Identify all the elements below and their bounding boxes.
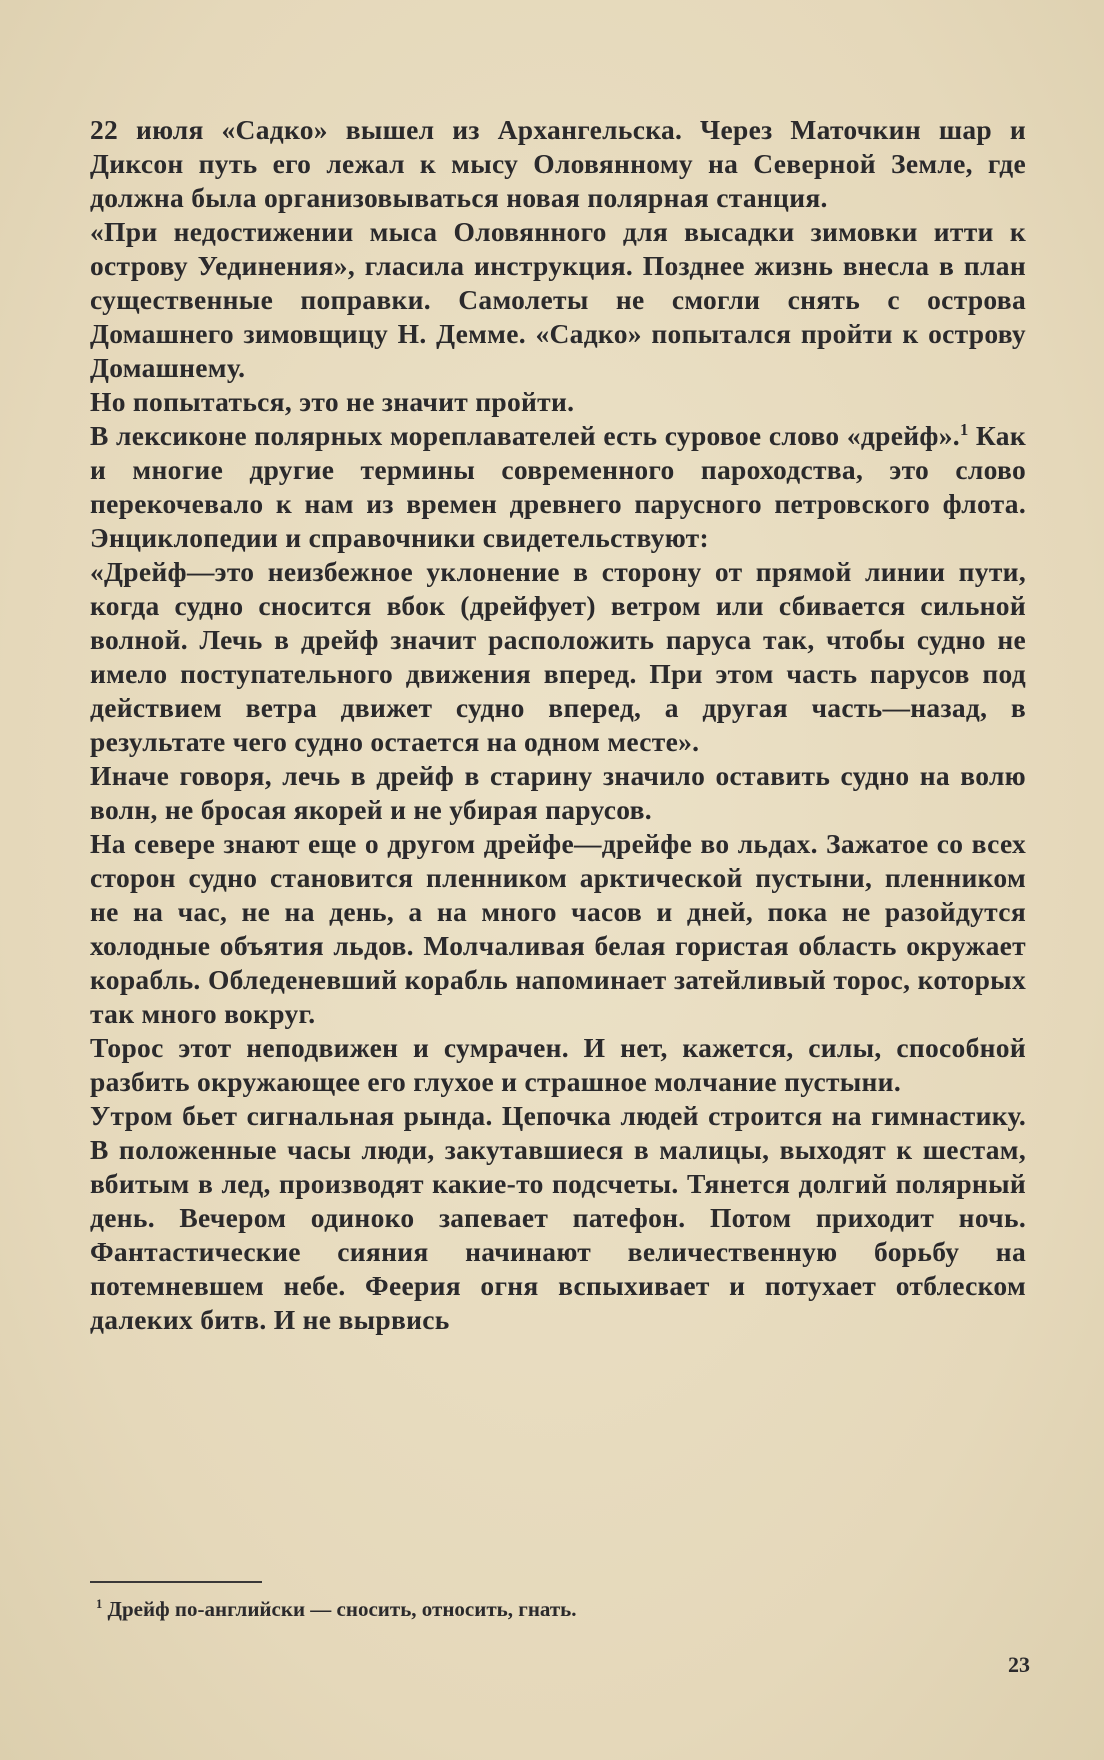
paragraph-7 (90, 827, 1026, 1031)
paragraph-9 (90, 1099, 1026, 1337)
paragraph-6-text: Иначе говоря, лечь в дрейф в старину значило оставить судно на волю волн, не бросая якорей и не убирая парусов. (90, 760, 1026, 825)
footnote-mark: 1 (96, 1597, 103, 1611)
paragraph-2-text: «При недостижении мыса Оловянного для высадки зимовки итти к острову Уединения», гласила инструкция. Позднее жизнь внесла в план существенные поправки. Самолеты не смогли снять с острова Домашнего зимовщицу Н. Демме. «Садко» попытался пройти к острову Домашнему. (90, 216, 1026, 383)
paragraph-8 (90, 1031, 1026, 1099)
paragraph-1-text: 22 июля «Садко» вышел из Архангельска. Через Маточкин шар и Диксон путь его лежал к мысу Оловянному на Северной Земле, где должна была организовываться новая полярная станция. (90, 114, 1026, 213)
paragraph-2 (90, 215, 1026, 385)
paragraph-1 (90, 113, 1026, 215)
paragraph-7-text: На севере знают еще о другом дрейфе—дрейфе во льдах. Зажатое со всех сторон судно становится пленником арктической пустыни, пленником не на час, не на день, а на много часов и дней, пока не разойдутся холодные объятия льдов. Молчаливая белая гористая область окружает корабль. Обледеневший корабль напоминает затейливый торос, которых так много вокруг. (90, 828, 1026, 1029)
paragraph-3 (90, 385, 1026, 419)
footnote-divider (90, 1581, 262, 1583)
paragraph-8-text: Торос этот неподвижен и сумрачен. И нет, кажется, силы, способной разбить окружающее его глухое и страшное молчание пустыни. (90, 1032, 1026, 1097)
paragraph-3-text: Но попытаться, это не значит пройти. (90, 386, 575, 417)
paragraph-5-text: «Дрейф—это неизбежное уклонение в сторону от прямой линии пути, когда судно сносится вбок (дрейфует) ветром или сбивается сильной волной. Лечь в дрейф значит расположить паруса так, чтобы судно не имело поступательного движения вперед. При этом часть парусов под действием ветра движет судно вперед, а другая часть—назад, в результате чего судно остается на одном месте». (90, 556, 1026, 757)
paragraph-4-rest: Как и многие другие термины современного пароходства, это слово перекочевало к нам из времен древнего парусного петровского флота. Энциклопедии и справочники свидетельствуют: (90, 420, 1026, 553)
page-number: 23 (1008, 1652, 1030, 1677)
main-text (90, 113, 1026, 1337)
paragraph-4 (90, 419, 1026, 555)
paragraph-5 (90, 555, 1026, 759)
paragraph-6 (90, 759, 1026, 827)
footnote-reference[interactable]: 1 (959, 419, 969, 439)
footnote-text: Дрейф по-английски — сносить, относить, гнать. (107, 1597, 577, 1621)
paragraph-9-text: Утром бьет сигнальная рында. Цепочка людей строится на гимнастику. В положенные часы люди, закутавшиеся в малицы, выходят к шестам, вбитым в лед, производят какие-то подсчеты. Тянется долгий полярный день. Вечером одиноко запевает патефон. Потом приходит ночь. Фантастические сияния начинают величественную борьбу на потемневшем небе. Феерия огня вспыхивает и потухает отблеском далеких битв. И не вырвись (90, 1100, 1026, 1335)
paragraph-4-text: В лексиконе полярных мореплавателей есть суровое слово «дрейф». (90, 420, 960, 451)
footnote (96, 1595, 996, 1623)
